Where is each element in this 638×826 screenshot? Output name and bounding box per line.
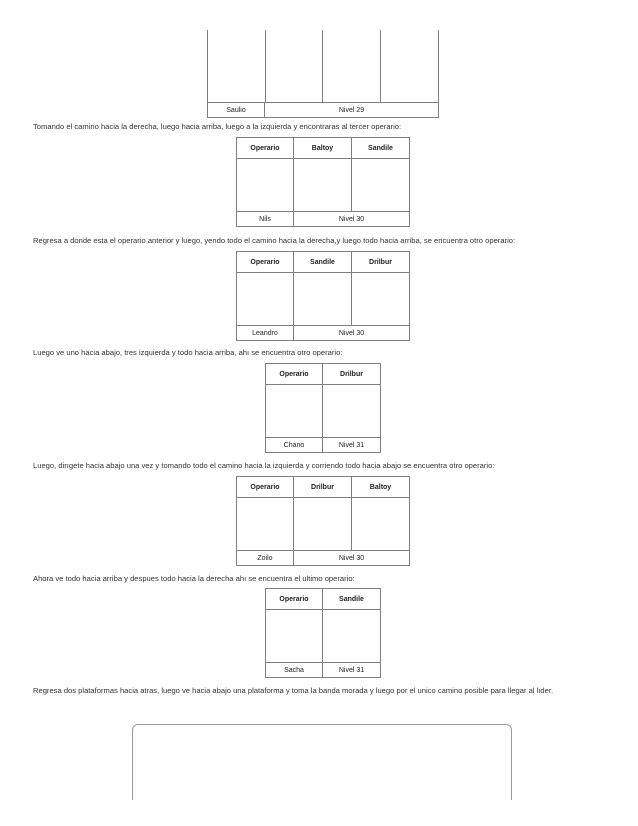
table-header: Operario — [266, 589, 323, 610]
operator-level: Nivel 31 — [323, 663, 381, 678]
image-cell — [294, 273, 352, 326]
table-header: Sandile — [352, 138, 410, 159]
operator-level: Nivel 30 — [294, 551, 410, 566]
operator-name: Leandro — [237, 326, 294, 341]
table-header: Operario — [266, 364, 323, 385]
image-cell — [294, 498, 352, 551]
image-cell — [352, 159, 410, 212]
table-header: Operario — [237, 477, 294, 498]
image-cell — [352, 498, 410, 551]
image-cell — [323, 610, 381, 663]
image-cell — [294, 159, 352, 212]
instruction-paragraph-1: Tomando el camino hacia la derecha, luego hacia arriba, luego a la izquierda y encontraras al tercer operario: — [33, 122, 402, 131]
image-cell — [237, 498, 294, 551]
image-cell — [352, 273, 410, 326]
operator-table-saulio-footer — [207, 102, 439, 118]
table-header: Baltoy — [352, 477, 410, 498]
operator-table-saulio-images — [207, 30, 439, 102]
image-cell — [266, 610, 323, 663]
operator-level: Nivel 29 — [265, 103, 439, 118]
table-header: Operario — [237, 138, 294, 159]
table-header: Drilbur — [352, 252, 410, 273]
operator-table-chano — [265, 363, 381, 453]
image-cell — [323, 385, 381, 438]
instruction-paragraph-5: Ahora ve todo hacia arriba y despues todo hacia la derecha ahı se encuentra el ultimo operario: — [33, 574, 355, 583]
image-cell — [237, 159, 294, 212]
operator-table-zoilo — [236, 476, 410, 566]
image-cell — [237, 273, 294, 326]
table-header: Sandile — [323, 589, 381, 610]
table-header: Drilbur — [294, 477, 352, 498]
operator-name: Sacha — [266, 663, 323, 678]
column-divider — [322, 30, 323, 102]
operator-name: Chano — [266, 438, 323, 453]
operator-level: Nivel 30 — [294, 326, 410, 341]
operator-name: Saulio — [208, 103, 265, 118]
operator-name: Nils — [237, 212, 294, 227]
table-header: Sandile — [294, 252, 352, 273]
operator-table-leandro — [236, 251, 410, 341]
image-cell — [266, 385, 323, 438]
column-divider — [265, 30, 266, 102]
operator-level: Nivel 30 — [294, 212, 410, 227]
instruction-paragraph-3: Luego ve uno hacia abajo, tres izquierda y todo hacia arriba, ahı se encuentra otro operario: — [33, 348, 343, 357]
column-divider — [380, 30, 381, 102]
instruction-paragraph-2: Regresa a donde esta el operario anterior y luego, yendo todo el camino hacia la derecha,y luego todo hacia arriba, se encuentra otro operario: — [33, 236, 516, 245]
instruction-paragraph-4: Luego, dirıgete hacia abajo una vez y tomando todo el camino hacia la izquierda y corriendo todo hacia abajo se encuentra otro operario: — [33, 461, 495, 470]
instruction-paragraph-6: Regresa dos plataformas hacia atras, luego ve hacia abajo una plataforma y toma la banda morada y luego por el unico camino posible para llegar al lıder. — [33, 686, 554, 695]
table-header: Operario — [237, 252, 294, 273]
table-header: Baltoy — [294, 138, 352, 159]
operator-level: Nivel 31 — [323, 438, 381, 453]
operator-name: Zoilo — [237, 551, 294, 566]
operator-table-nils — [236, 137, 410, 227]
next-page-frame — [132, 724, 512, 800]
table-header: Drilbur — [323, 364, 381, 385]
operator-table-sacha — [265, 588, 381, 678]
